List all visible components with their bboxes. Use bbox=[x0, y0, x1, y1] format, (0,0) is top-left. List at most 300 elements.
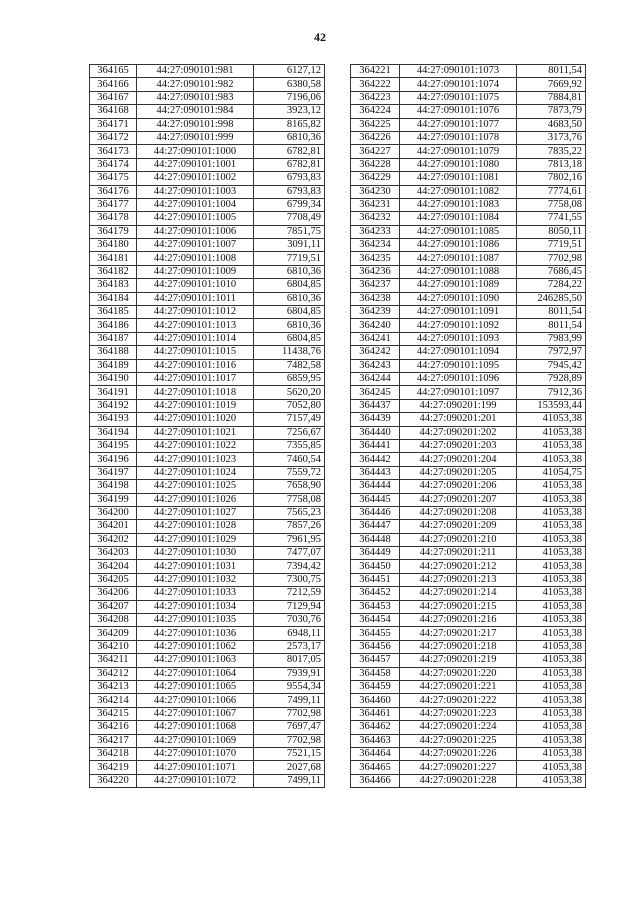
table-row bbox=[351, 547, 586, 560]
parcel-id-cell: 364168 bbox=[90, 105, 137, 118]
table-row bbox=[90, 439, 325, 452]
value-cell: 41053,38 bbox=[517, 560, 586, 573]
table-row bbox=[90, 372, 325, 385]
parcel-id-cell: 364244 bbox=[351, 372, 400, 385]
table-row bbox=[90, 774, 325, 787]
value-cell: 7559,72 bbox=[254, 466, 325, 479]
table-row bbox=[351, 694, 586, 707]
table-row bbox=[351, 65, 586, 78]
table-row bbox=[351, 78, 586, 91]
value-cell: 7697,47 bbox=[254, 721, 325, 734]
value-cell: 7813,18 bbox=[517, 158, 586, 171]
cadastral-number-cell: 44:27:090101:1014 bbox=[137, 332, 254, 345]
value-cell: 7972,97 bbox=[517, 346, 586, 359]
value-cell: 41053,38 bbox=[517, 774, 586, 787]
value-cell: 41053,38 bbox=[517, 480, 586, 493]
value-cell: 41053,38 bbox=[517, 654, 586, 667]
value-cell: 7857,26 bbox=[254, 520, 325, 533]
cadastral-number-cell: 44:27:090201:207 bbox=[400, 493, 517, 506]
parcel-id-cell: 364443 bbox=[351, 466, 400, 479]
table-row bbox=[351, 600, 586, 613]
value-cell: 7300,75 bbox=[254, 573, 325, 586]
table-row bbox=[90, 600, 325, 613]
value-cell: 7030,76 bbox=[254, 614, 325, 627]
cadastral-number-cell: 44:27:090101:1077 bbox=[400, 118, 517, 131]
table-row bbox=[90, 279, 325, 292]
cadastral-number-cell: 44:27:090101:1029 bbox=[137, 533, 254, 546]
cadastral-number-cell: 44:27:090101:1010 bbox=[137, 279, 254, 292]
value-cell: 11438,76 bbox=[254, 346, 325, 359]
cadastral-number-cell: 44:27:090201:227 bbox=[400, 761, 517, 774]
cadastral-number-cell: 44:27:090101:1082 bbox=[400, 185, 517, 198]
table-row bbox=[90, 386, 325, 399]
cadastral-number-cell: 44:27:090101:1034 bbox=[137, 600, 254, 613]
cadastral-number-cell: 44:27:090101:1003 bbox=[137, 185, 254, 198]
value-cell: 7702,98 bbox=[517, 252, 586, 265]
parcel-id-cell: 364225 bbox=[351, 118, 400, 131]
cadastral-number-cell: 44:27:090101:1066 bbox=[137, 694, 254, 707]
table-row bbox=[351, 747, 586, 760]
cadastral-number-cell: 44:27:090101:1078 bbox=[400, 131, 517, 144]
cadastral-number-cell: 44:27:090101:1063 bbox=[137, 654, 254, 667]
parcel-id-cell: 364188 bbox=[90, 346, 137, 359]
parcel-id-cell: 364226 bbox=[351, 131, 400, 144]
value-cell: 41053,38 bbox=[517, 453, 586, 466]
value-cell: 6810,36 bbox=[254, 292, 325, 305]
parcel-id-cell: 364223 bbox=[351, 91, 400, 104]
cadastral-number-cell: 44:27:090101:1012 bbox=[137, 306, 254, 319]
cadastral-number-cell: 44:27:090101:1071 bbox=[137, 761, 254, 774]
value-cell: 41053,38 bbox=[517, 614, 586, 627]
cadastral-number-cell: 44:27:090201:215 bbox=[400, 600, 517, 613]
cadastral-number-cell: 44:27:090101:1086 bbox=[400, 239, 517, 252]
parcel-id-cell: 364185 bbox=[90, 306, 137, 319]
table-row bbox=[90, 734, 325, 747]
table-row bbox=[90, 640, 325, 653]
parcel-id-cell: 364208 bbox=[90, 614, 137, 627]
cadastral-number-cell: 44:27:090201:206 bbox=[400, 480, 517, 493]
parcel-id-cell: 364189 bbox=[90, 359, 137, 372]
parcel-id-cell: 364218 bbox=[90, 747, 137, 760]
parcel-id-cell: 364224 bbox=[351, 105, 400, 118]
parcel-id-cell: 364199 bbox=[90, 493, 137, 506]
parcel-id-cell: 364465 bbox=[351, 761, 400, 774]
value-cell: 41053,38 bbox=[517, 506, 586, 519]
right-table-body bbox=[351, 65, 586, 788]
table-row bbox=[351, 587, 586, 600]
value-cell: 8050,11 bbox=[517, 225, 586, 238]
table-row bbox=[351, 533, 586, 546]
table-row bbox=[351, 172, 586, 185]
table-row bbox=[90, 480, 325, 493]
cadastral-number-cell: 44:27:090101:1096 bbox=[400, 372, 517, 385]
table-row bbox=[351, 118, 586, 131]
table-row bbox=[90, 413, 325, 426]
table-row bbox=[351, 734, 586, 747]
table-row bbox=[90, 587, 325, 600]
cadastral-number-cell: 44:27:090201:208 bbox=[400, 506, 517, 519]
cadastral-number-cell: 44:27:090201:228 bbox=[400, 774, 517, 787]
parcel-id-cell: 364461 bbox=[351, 707, 400, 720]
table-row bbox=[90, 547, 325, 560]
value-cell: 7477,07 bbox=[254, 547, 325, 560]
table-row bbox=[90, 627, 325, 640]
right-data-table bbox=[350, 64, 586, 788]
table-row bbox=[90, 399, 325, 412]
cadastral-number-cell: 44:27:090101:1088 bbox=[400, 265, 517, 278]
cadastral-number-cell: 44:27:090201:211 bbox=[400, 547, 517, 560]
table-row bbox=[90, 172, 325, 185]
cadastral-number-cell: 44:27:090201:210 bbox=[400, 533, 517, 546]
table-row bbox=[351, 265, 586, 278]
value-cell: 4683,50 bbox=[517, 118, 586, 131]
table-row bbox=[90, 332, 325, 345]
cadastral-number-cell: 44:27:090101:1068 bbox=[137, 721, 254, 734]
table-row bbox=[90, 359, 325, 372]
cadastral-number-cell: 44:27:090201:222 bbox=[400, 694, 517, 707]
value-cell: 7758,08 bbox=[254, 493, 325, 506]
parcel-id-cell: 364233 bbox=[351, 225, 400, 238]
cadastral-number-cell: 44:27:090101:1031 bbox=[137, 560, 254, 573]
value-cell: 7499,11 bbox=[254, 774, 325, 787]
value-cell: 41053,38 bbox=[517, 627, 586, 640]
value-cell: 41053,38 bbox=[517, 533, 586, 546]
table-row bbox=[351, 158, 586, 171]
cadastral-number-cell: 44:27:090101:982 bbox=[137, 78, 254, 91]
cadastral-number-cell: 44:27:090101:1017 bbox=[137, 372, 254, 385]
cadastral-number-cell: 44:27:090101:1005 bbox=[137, 212, 254, 225]
table-row bbox=[351, 386, 586, 399]
value-cell: 7256,67 bbox=[254, 426, 325, 439]
table-row bbox=[351, 520, 586, 533]
value-cell: 7686,45 bbox=[517, 265, 586, 278]
parcel-id-cell: 364177 bbox=[90, 198, 137, 211]
cadastral-number-cell: 44:27:090201:202 bbox=[400, 426, 517, 439]
table-row bbox=[351, 252, 586, 265]
value-cell: 7394,42 bbox=[254, 560, 325, 573]
cadastral-number-cell: 44:27:090101:984 bbox=[137, 105, 254, 118]
value-cell: 6804,85 bbox=[254, 306, 325, 319]
table-row bbox=[351, 279, 586, 292]
value-cell: 3923,12 bbox=[254, 105, 325, 118]
parcel-id-cell: 364453 bbox=[351, 600, 400, 613]
value-cell: 6810,36 bbox=[254, 265, 325, 278]
cadastral-number-cell: 44:27:090101:1022 bbox=[137, 439, 254, 452]
cadastral-number-cell: 44:27:090101:1032 bbox=[137, 573, 254, 586]
value-cell: 8011,54 bbox=[517, 319, 586, 332]
table-row bbox=[351, 493, 586, 506]
table-row bbox=[351, 359, 586, 372]
parcel-id-cell: 364205 bbox=[90, 573, 137, 586]
cadastral-number-cell: 44:27:090101:1011 bbox=[137, 292, 254, 305]
parcel-id-cell: 364452 bbox=[351, 587, 400, 600]
cadastral-number-cell: 44:27:090101:1079 bbox=[400, 145, 517, 158]
parcel-id-cell: 364165 bbox=[90, 65, 137, 78]
table-row bbox=[90, 118, 325, 131]
table-row bbox=[351, 105, 586, 118]
cadastral-number-cell: 44:27:090101:998 bbox=[137, 118, 254, 131]
cadastral-number-cell: 44:27:090101:1095 bbox=[400, 359, 517, 372]
parcel-id-cell: 364174 bbox=[90, 158, 137, 171]
table-row bbox=[351, 667, 586, 680]
table-row bbox=[90, 239, 325, 252]
cadastral-number-cell: 44:27:090101:1019 bbox=[137, 399, 254, 412]
cadastral-number-cell: 44:27:090101:1076 bbox=[400, 105, 517, 118]
parcel-id-cell: 364232 bbox=[351, 212, 400, 225]
table-row bbox=[351, 225, 586, 238]
table-row bbox=[351, 466, 586, 479]
value-cell: 246285,50 bbox=[517, 292, 586, 305]
table-row bbox=[351, 413, 586, 426]
parcel-id-cell: 364213 bbox=[90, 680, 137, 693]
table-row bbox=[90, 292, 325, 305]
parcel-id-cell: 364229 bbox=[351, 172, 400, 185]
table-row bbox=[351, 185, 586, 198]
cadastral-number-cell: 44:27:090101:1097 bbox=[400, 386, 517, 399]
parcel-id-cell: 364180 bbox=[90, 239, 137, 252]
value-cell: 7702,98 bbox=[254, 734, 325, 747]
table-row bbox=[351, 239, 586, 252]
cadastral-number-cell: 44:27:090101:1027 bbox=[137, 506, 254, 519]
table-row bbox=[90, 198, 325, 211]
parcel-id-cell: 364211 bbox=[90, 654, 137, 667]
value-cell: 7945,42 bbox=[517, 359, 586, 372]
parcel-id-cell: 364437 bbox=[351, 399, 400, 412]
parcel-id-cell: 364173 bbox=[90, 145, 137, 158]
value-cell: 41053,38 bbox=[517, 426, 586, 439]
value-cell: 7129,94 bbox=[254, 600, 325, 613]
cadastral-number-cell: 44:27:090201:201 bbox=[400, 413, 517, 426]
parcel-id-cell: 364236 bbox=[351, 265, 400, 278]
table-row bbox=[90, 667, 325, 680]
table-row bbox=[351, 573, 586, 586]
value-cell: 5620,20 bbox=[254, 386, 325, 399]
cadastral-number-cell: 44:27:090101:1090 bbox=[400, 292, 517, 305]
value-cell: 41053,38 bbox=[517, 707, 586, 720]
cadastral-number-cell: 44:27:090101:999 bbox=[137, 131, 254, 144]
parcel-id-cell: 364210 bbox=[90, 640, 137, 653]
cadastral-number-cell: 44:27:090201:220 bbox=[400, 667, 517, 680]
parcel-id-cell: 364176 bbox=[90, 185, 137, 198]
parcel-id-cell: 364202 bbox=[90, 533, 137, 546]
parcel-id-cell: 364238 bbox=[351, 292, 400, 305]
parcel-id-cell: 364166 bbox=[90, 78, 137, 91]
cadastral-number-cell: 44:27:090201:205 bbox=[400, 466, 517, 479]
cadastral-number-cell: 44:27:090101:1093 bbox=[400, 332, 517, 345]
value-cell: 7961,95 bbox=[254, 533, 325, 546]
parcel-id-cell: 364216 bbox=[90, 721, 137, 734]
value-cell: 7851,75 bbox=[254, 225, 325, 238]
cadastral-number-cell: 44:27:090101:1069 bbox=[137, 734, 254, 747]
table-row bbox=[90, 493, 325, 506]
cadastral-number-cell: 44:27:090101:983 bbox=[137, 91, 254, 104]
value-cell: 6804,85 bbox=[254, 279, 325, 292]
table-row bbox=[90, 158, 325, 171]
cadastral-number-cell: 44:27:090101:1006 bbox=[137, 225, 254, 238]
parcel-id-cell: 364463 bbox=[351, 734, 400, 747]
cadastral-number-cell: 44:27:090101:1018 bbox=[137, 386, 254, 399]
table-row bbox=[351, 560, 586, 573]
cadastral-number-cell: 44:27:090101:1092 bbox=[400, 319, 517, 332]
parcel-id-cell: 364209 bbox=[90, 627, 137, 640]
value-cell: 6799,34 bbox=[254, 198, 325, 211]
parcel-id-cell: 364440 bbox=[351, 426, 400, 439]
table-row bbox=[90, 747, 325, 760]
value-cell: 6782,81 bbox=[254, 145, 325, 158]
parcel-id-cell: 364460 bbox=[351, 694, 400, 707]
parcel-id-cell: 364184 bbox=[90, 292, 137, 305]
value-cell: 41053,38 bbox=[517, 721, 586, 734]
table-row bbox=[90, 145, 325, 158]
value-cell: 7758,08 bbox=[517, 198, 586, 211]
parcel-id-cell: 364172 bbox=[90, 131, 137, 144]
parcel-id-cell: 364187 bbox=[90, 332, 137, 345]
value-cell: 7719,51 bbox=[517, 239, 586, 252]
value-cell: 7565,23 bbox=[254, 506, 325, 519]
cadastral-number-cell: 44:27:090201:224 bbox=[400, 721, 517, 734]
parcel-id-cell: 364237 bbox=[351, 279, 400, 292]
left-table-body bbox=[90, 65, 325, 788]
cadastral-number-cell: 44:27:090101:1020 bbox=[137, 413, 254, 426]
parcel-id-cell: 364195 bbox=[90, 439, 137, 452]
table-row bbox=[90, 680, 325, 693]
parcel-id-cell: 364215 bbox=[90, 707, 137, 720]
cadastral-number-cell: 44:27:090101:1007 bbox=[137, 239, 254, 252]
cadastral-number-cell: 44:27:090101:981 bbox=[137, 65, 254, 78]
value-cell: 8165,82 bbox=[254, 118, 325, 131]
parcel-id-cell: 364245 bbox=[351, 386, 400, 399]
value-cell: 41053,38 bbox=[517, 493, 586, 506]
parcel-id-cell: 364198 bbox=[90, 480, 137, 493]
cadastral-number-cell: 44:27:090101:1075 bbox=[400, 91, 517, 104]
cadastral-number-cell: 44:27:090101:1026 bbox=[137, 493, 254, 506]
value-cell: 6793,83 bbox=[254, 172, 325, 185]
value-cell: 7702,98 bbox=[254, 707, 325, 720]
value-cell: 7355,85 bbox=[254, 439, 325, 452]
parcel-id-cell: 364446 bbox=[351, 506, 400, 519]
cadastral-number-cell: 44:27:090101:1015 bbox=[137, 346, 254, 359]
table-row bbox=[90, 225, 325, 238]
parcel-id-cell: 364459 bbox=[351, 680, 400, 693]
value-cell: 153593,44 bbox=[517, 399, 586, 412]
value-cell: 7928,89 bbox=[517, 372, 586, 385]
cadastral-number-cell: 44:27:090201:223 bbox=[400, 707, 517, 720]
cadastral-number-cell: 44:27:090101:1085 bbox=[400, 225, 517, 238]
cadastral-number-cell: 44:27:090101:1030 bbox=[137, 547, 254, 560]
cadastral-number-cell: 44:27:090101:1084 bbox=[400, 212, 517, 225]
parcel-id-cell: 364458 bbox=[351, 667, 400, 680]
cadastral-number-cell: 44:27:090101:1008 bbox=[137, 252, 254, 265]
table-row bbox=[351, 480, 586, 493]
parcel-id-cell: 364201 bbox=[90, 520, 137, 533]
table-row bbox=[90, 533, 325, 546]
parcel-id-cell: 364214 bbox=[90, 694, 137, 707]
parcel-id-cell: 364182 bbox=[90, 265, 137, 278]
value-cell: 7482,58 bbox=[254, 359, 325, 372]
value-cell: 6782,81 bbox=[254, 158, 325, 171]
parcel-id-cell: 364192 bbox=[90, 399, 137, 412]
cadastral-number-cell: 44:27:090101:1023 bbox=[137, 453, 254, 466]
table-row bbox=[351, 292, 586, 305]
parcel-id-cell: 364462 bbox=[351, 721, 400, 734]
value-cell: 3091,11 bbox=[254, 239, 325, 252]
parcel-id-cell: 364444 bbox=[351, 480, 400, 493]
parcel-id-cell: 364230 bbox=[351, 185, 400, 198]
table-row bbox=[351, 426, 586, 439]
cadastral-number-cell: 44:27:090101:1072 bbox=[137, 774, 254, 787]
cadastral-number-cell: 44:27:090101:1065 bbox=[137, 680, 254, 693]
table-row bbox=[90, 694, 325, 707]
table-row bbox=[351, 453, 586, 466]
table-row bbox=[351, 91, 586, 104]
table-row bbox=[351, 212, 586, 225]
parcel-id-cell: 364235 bbox=[351, 252, 400, 265]
value-cell: 7521,15 bbox=[254, 747, 325, 760]
value-cell: 7212,59 bbox=[254, 587, 325, 600]
value-cell: 7802,16 bbox=[517, 172, 586, 185]
value-cell: 8011,54 bbox=[517, 65, 586, 78]
parcel-id-cell: 364447 bbox=[351, 520, 400, 533]
cadastral-number-cell: 44:27:090201:212 bbox=[400, 560, 517, 573]
table-row bbox=[351, 707, 586, 720]
cadastral-number-cell: 44:27:090101:1074 bbox=[400, 78, 517, 91]
cadastral-number-cell: 44:27:090101:1025 bbox=[137, 480, 254, 493]
parcel-id-cell: 364450 bbox=[351, 560, 400, 573]
value-cell: 41053,38 bbox=[517, 694, 586, 707]
parcel-id-cell: 364204 bbox=[90, 560, 137, 573]
parcel-id-cell: 364183 bbox=[90, 279, 137, 292]
cadastral-number-cell: 44:27:090101:1021 bbox=[137, 426, 254, 439]
parcel-id-cell: 364196 bbox=[90, 453, 137, 466]
value-cell: 7884,81 bbox=[517, 91, 586, 104]
parcel-id-cell: 364241 bbox=[351, 332, 400, 345]
value-cell: 2027,68 bbox=[254, 761, 325, 774]
value-cell: 7873,79 bbox=[517, 105, 586, 118]
table-row bbox=[90, 614, 325, 627]
cadastral-number-cell: 44:27:090101:1067 bbox=[137, 707, 254, 720]
cadastral-number-cell: 44:27:090101:1081 bbox=[400, 172, 517, 185]
cadastral-number-cell: 44:27:090201:218 bbox=[400, 640, 517, 653]
table-row bbox=[90, 65, 325, 78]
value-cell: 3173,76 bbox=[517, 131, 586, 144]
value-cell: 6810,36 bbox=[254, 319, 325, 332]
cadastral-number-cell: 44:27:090201:209 bbox=[400, 520, 517, 533]
parcel-id-cell: 364217 bbox=[90, 734, 137, 747]
value-cell: 7499,11 bbox=[254, 694, 325, 707]
cadastral-number-cell: 44:27:090101:1073 bbox=[400, 65, 517, 78]
value-cell: 9554,34 bbox=[254, 680, 325, 693]
value-cell: 41053,38 bbox=[517, 439, 586, 452]
cadastral-number-cell: 44:27:090201:221 bbox=[400, 680, 517, 693]
table-row bbox=[351, 198, 586, 211]
value-cell: 7719,51 bbox=[254, 252, 325, 265]
value-cell: 7658,90 bbox=[254, 480, 325, 493]
value-cell: 41053,38 bbox=[517, 587, 586, 600]
cadastral-number-cell: 44:27:090101:1036 bbox=[137, 627, 254, 640]
value-cell: 41053,38 bbox=[517, 547, 586, 560]
cadastral-number-cell: 44:27:090101:1028 bbox=[137, 520, 254, 533]
table-row bbox=[90, 265, 325, 278]
value-cell: 41053,38 bbox=[517, 573, 586, 586]
value-cell: 8017,05 bbox=[254, 654, 325, 667]
parcel-id-cell: 364200 bbox=[90, 506, 137, 519]
value-cell: 6810,36 bbox=[254, 131, 325, 144]
table-row bbox=[90, 105, 325, 118]
table-row bbox=[351, 332, 586, 345]
cadastral-number-cell: 44:27:090101:1080 bbox=[400, 158, 517, 171]
value-cell: 41053,38 bbox=[517, 520, 586, 533]
parcel-id-cell: 364220 bbox=[90, 774, 137, 787]
